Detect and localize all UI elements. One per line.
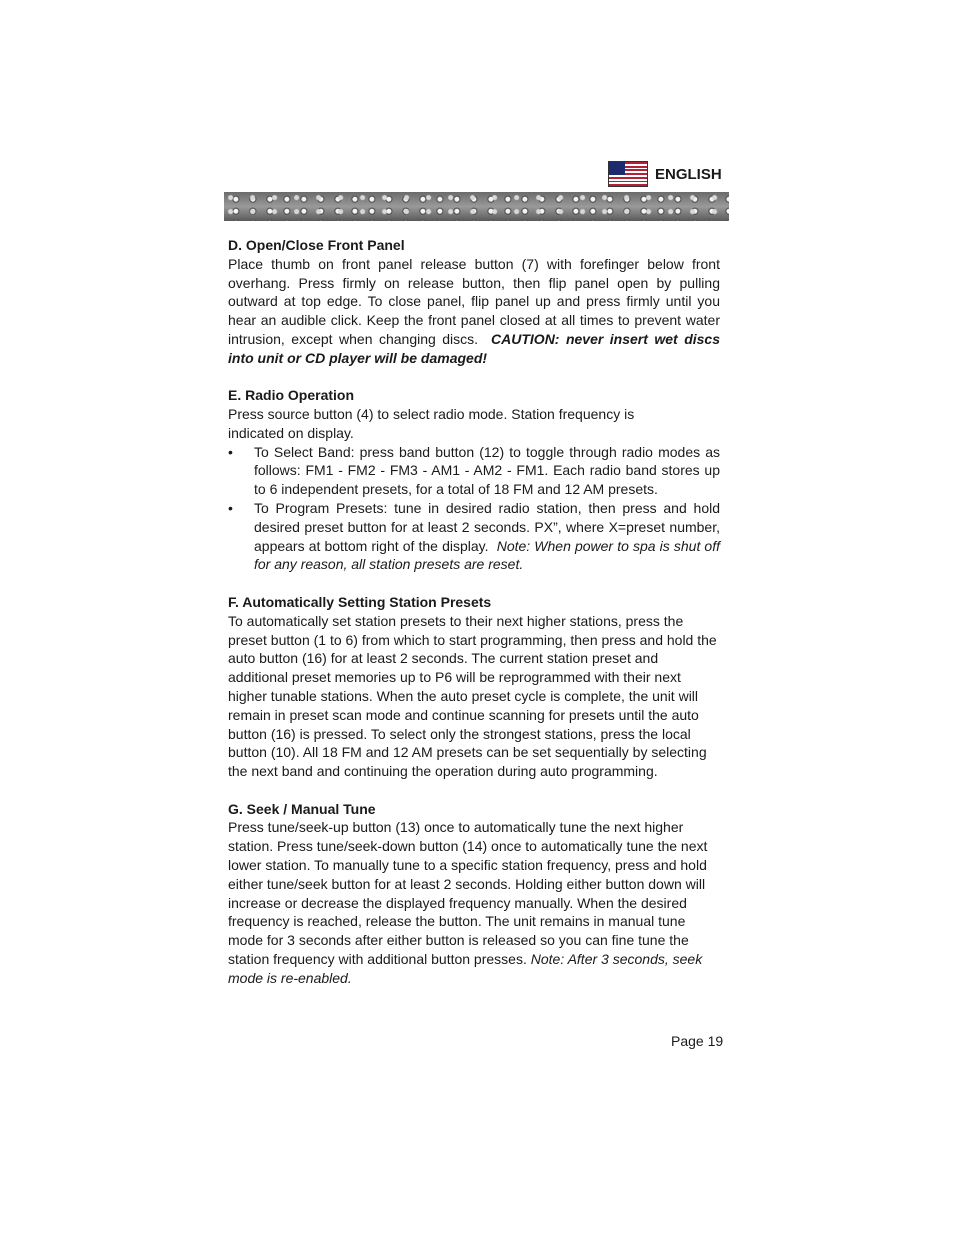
note-text: Note: After 3 seconds, seek mode is re-enabled. — [228, 950, 703, 986]
section-e — [228, 386, 720, 574]
section-d — [228, 236, 720, 368]
list-item: • To Select Band: press band button (12) to toggle through radio modes as follows: FM1 - FM2 - FM3 - AM1 - AM2 - FM1. Each radio band stores up to 6 independent presets, for a total of 18 FM and 12 AM presets. — [228, 443, 720, 499]
caution-text: CAUTION: never insert wet discs into unit or CD player will be damaged! — [228, 330, 721, 366]
note-text: Note: When power to spa is shut off for any reason, all station presets are reset. — [254, 537, 720, 573]
section-body: To automatically set station presets to their next higher stations, press the preset button (1 to 6) from which to start programming, then press and hold the auto button (16) for at least 2 seconds. The current station preset and additional preset memories up to P6 will be reprogrammed with their next higher tunable stations. When the auto preset cycle is complete, the unit will remain in preset scan mode and continue scanning for presets until the auto button (16) is pressed. To select only the strongest stations, press the local button (10). All 18 FM and 12 AM presets can be set sequentially by selecting the next band and continuing the operation during auto programming. — [228, 612, 717, 780]
language-label: ENGLISH — [655, 165, 722, 183]
section-body: Place thumb on front panel release button (7) with forefinger below front overhang. Press firmly on release button, then flip panel open by pulling outward at top edge. To close panel, flip panel up and press firmly until you hear an audible click. Keep the front panel closed at all times to prevent water intrusion, except when changing discs. CAUTION: never insert wet discs into unit or CD player will be damaged! — [228, 255, 721, 366]
decorative-banner — [224, 192, 729, 221]
section-g — [228, 800, 720, 988]
language-header — [608, 161, 722, 187]
section-title: F. Automatically Setting Station Presets — [228, 593, 492, 610]
section-title: G. Seek / Manual Tune — [228, 800, 376, 817]
section-body: Press tune/seek-up button (13) once to automatically tune the next higher station. Press tune/seek-down button (14) once to automatically tune the next lower station. To manually tune to a specific station frequency, press and hold either tune/seek button for at least 2 seconds. Holding either button down will increase or decrease the displayed frequency manually. When the desired frequency is reached, release the button. The unit remains in manual tune mode for 3 seconds after either button is released so you can fine tune the station frequency with additional button presses. Note: After 3 seconds, seek mode is re-enabled. — [228, 819, 708, 986]
us-flag-icon — [608, 161, 648, 187]
list-item: • To Program Presets: tune in desired radio station, then press and hold desired preset button for at least 2 seconds. PX”, where X=preset number, appears at bottom right of the display. Note: When power to spa is shut off for any reason, all station presets are reset. — [228, 499, 720, 574]
section-f — [228, 593, 720, 781]
section-title: E. Radio Operation — [228, 387, 355, 404]
document-body — [228, 236, 720, 988]
page-number: Page 19 — [671, 1033, 724, 1049]
bullet-list — [228, 443, 720, 575]
section-body: Press source button (4) to select radio mode. Station frequency is indicated on display. — [228, 406, 635, 441]
section-title: D. Open/Close Front Panel — [228, 237, 405, 253]
